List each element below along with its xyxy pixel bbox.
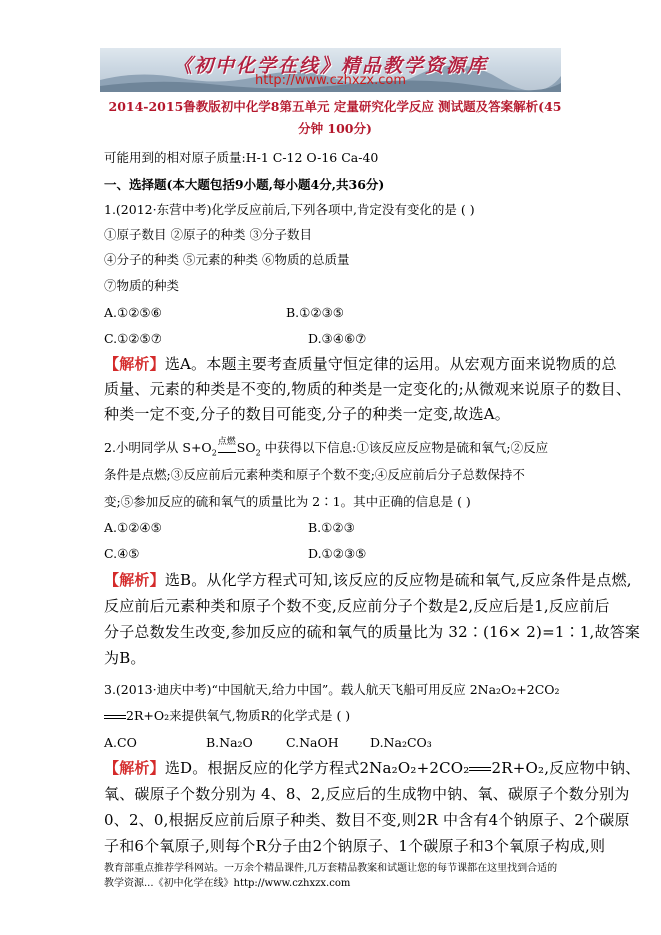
q1-option-b: B.①②③⑤ [286, 305, 344, 320]
header-banner [100, 48, 561, 92]
q2-option-d: D.①②③⑤ [308, 546, 367, 561]
q3-analysis-line-2: 氧、碳原子个数分别为 4、8、2,反应后的生成物中钠、氧、碳原子个数分别为 [104, 785, 630, 803]
q2-line-3: 变;⑤参加反应的硫和氧气的质量比为 2∶1。其中正确的信息是 ( ) [104, 494, 471, 509]
section-heading: 一、选择题(本大题包括9小题,每小题4分,共36分) [104, 177, 385, 192]
q3-analysis-text-1: 选D。根据反应的化学方程式2Na₂O₂+2CO₂ [164, 759, 470, 777]
q1-items-3: ⑦物质的种类 [104, 278, 180, 293]
q2-reaction-condition: 点燃 [218, 433, 236, 451]
q1-analysis-text-1: 选A。本题主要考查质量守恒定律的运用。从宏观方面来说物质的总 [164, 355, 617, 373]
atomic-mass-line: 可能用到的相对原子质量:H-1 C-12 O-16 Ca-40 [104, 150, 379, 165]
q2-analysis-line-4: 为B。 [104, 649, 146, 667]
q2-stem [104, 439, 548, 463]
q2-stem-post: 中获得以下信息:①该反应反应物是硫和氧气;②反应 [260, 440, 549, 455]
equation-equals-sign [469, 767, 491, 771]
title-line-1: 2014-2015鲁教版初中化学8第五单元 定量研究化学反应 测试题及答案解析(45 [108, 99, 562, 114]
q3-option-a: A.CO [104, 735, 137, 750]
q2-analysis-line-2: 反应前后元素种类和原子个数不变,反应前分子个数是2,反应后是1,反应前后 [104, 597, 610, 615]
q2-stem-pre: 2.小明同学从 S+O [104, 440, 212, 455]
q2-product: SO [236, 440, 256, 455]
analysis-tag: 【解析】 [104, 355, 165, 373]
q2-sub-1: 2 [211, 448, 217, 458]
q3-analysis-line-3: 0、2、0,根据反应前后原子种类、数目不变,则2R 中含有4个钠原子、2个碳原 [104, 811, 630, 829]
q3-stem: 3.(2013·迪庆中考)“中国航天,给力中国”。载人航天飞船可用反应 2Na₂O₂+2CO₂ [104, 682, 560, 697]
q1-analysis-line-2: 质量、元素的种类是不变的,物质的种类是一定变化的;从微观来说原子的数目、 [104, 380, 632, 398]
analysis-tag: 【解析】 [104, 571, 165, 589]
title-line-2: 分钟 100分) [298, 121, 372, 136]
q1-analysis-line-1 [104, 354, 617, 374]
q2-line-2: 条件是点燃;③反应前后元素种类和原子个数不变;④反应前后分子总数保持不 [104, 467, 525, 482]
q1-option-d: D.③④⑥⑦ [308, 331, 367, 346]
q1-items-2: ④分子的种类 ⑤元素的种类 ⑥物质的总质量 [104, 252, 350, 267]
q1-option-c: C.①②⑤⑦ [104, 331, 162, 346]
analysis-tag: 【解析】 [104, 759, 165, 777]
q3-option-b: B.Na₂O [206, 735, 253, 750]
q1-stem: 1.(2012·东营中考)化学反应前后,下列各项中,肯定没有变化的是 ( ) [104, 202, 475, 217]
q1-analysis-line-3: 种类一定不变,分子的数目可能变,分子的种类一定变,故选A。 [104, 405, 510, 423]
q2-option-c: C.④⑤ [104, 546, 140, 561]
q2-sub-2: 2 [255, 448, 261, 458]
q2-analysis-line-3: 分子总数发生改变,参加反应的硫和氧气的质量比为 32∶(16× 2)=1∶1,故答案 [104, 623, 641, 641]
q3-analysis-line-1 [104, 758, 640, 778]
q2-analysis-text-1: 选B。从化学方程式可知,该反应的反应物是硫和氧气,反应条件是点燃, [164, 571, 632, 589]
q3-option-c: C.NaOH [286, 735, 339, 750]
q3-analysis-line-4: 子和6个氧原子,则每个R分子由2个钠原子、1个碳原子和3个氧原子构成,则 [104, 837, 606, 855]
banner-title: 《初中化学在线》精品教学资源库 [172, 55, 488, 77]
banner-url-link[interactable]: http://www.czhxzx.com [255, 73, 406, 88]
equation-equals-sign [104, 715, 126, 719]
q2-option-a: A.①②④⑤ [104, 520, 162, 535]
q2-analysis-line-1 [104, 570, 632, 590]
q1-option-a: A.①②⑤⑥ [104, 305, 162, 320]
q2-option-b: B.①②③ [308, 520, 355, 535]
q1-items-1: ①原子数目 ②原子的种类 ③分子数目 [104, 227, 312, 242]
q3-analysis-text-1b: 2R+O₂,反应物中钠、 [491, 759, 641, 777]
q3-option-d: D.Na₂CO₃ [370, 735, 432, 750]
q3-line-2-text: 2R+O₂来提供氧气,物质R的化学式是 ( ) [126, 708, 351, 723]
footer-line-1: 教育部重点推荐学科网站。一万余个精品课件,几万套精品教案和试题让您的每节课都在这里找到合适的 [104, 863, 558, 874]
document-title [80, 96, 590, 140]
q3-line-2 [104, 707, 350, 725]
footer-line-2: 教学资源...《初中化学在线》http://www.czhxzx.com [104, 878, 351, 889]
